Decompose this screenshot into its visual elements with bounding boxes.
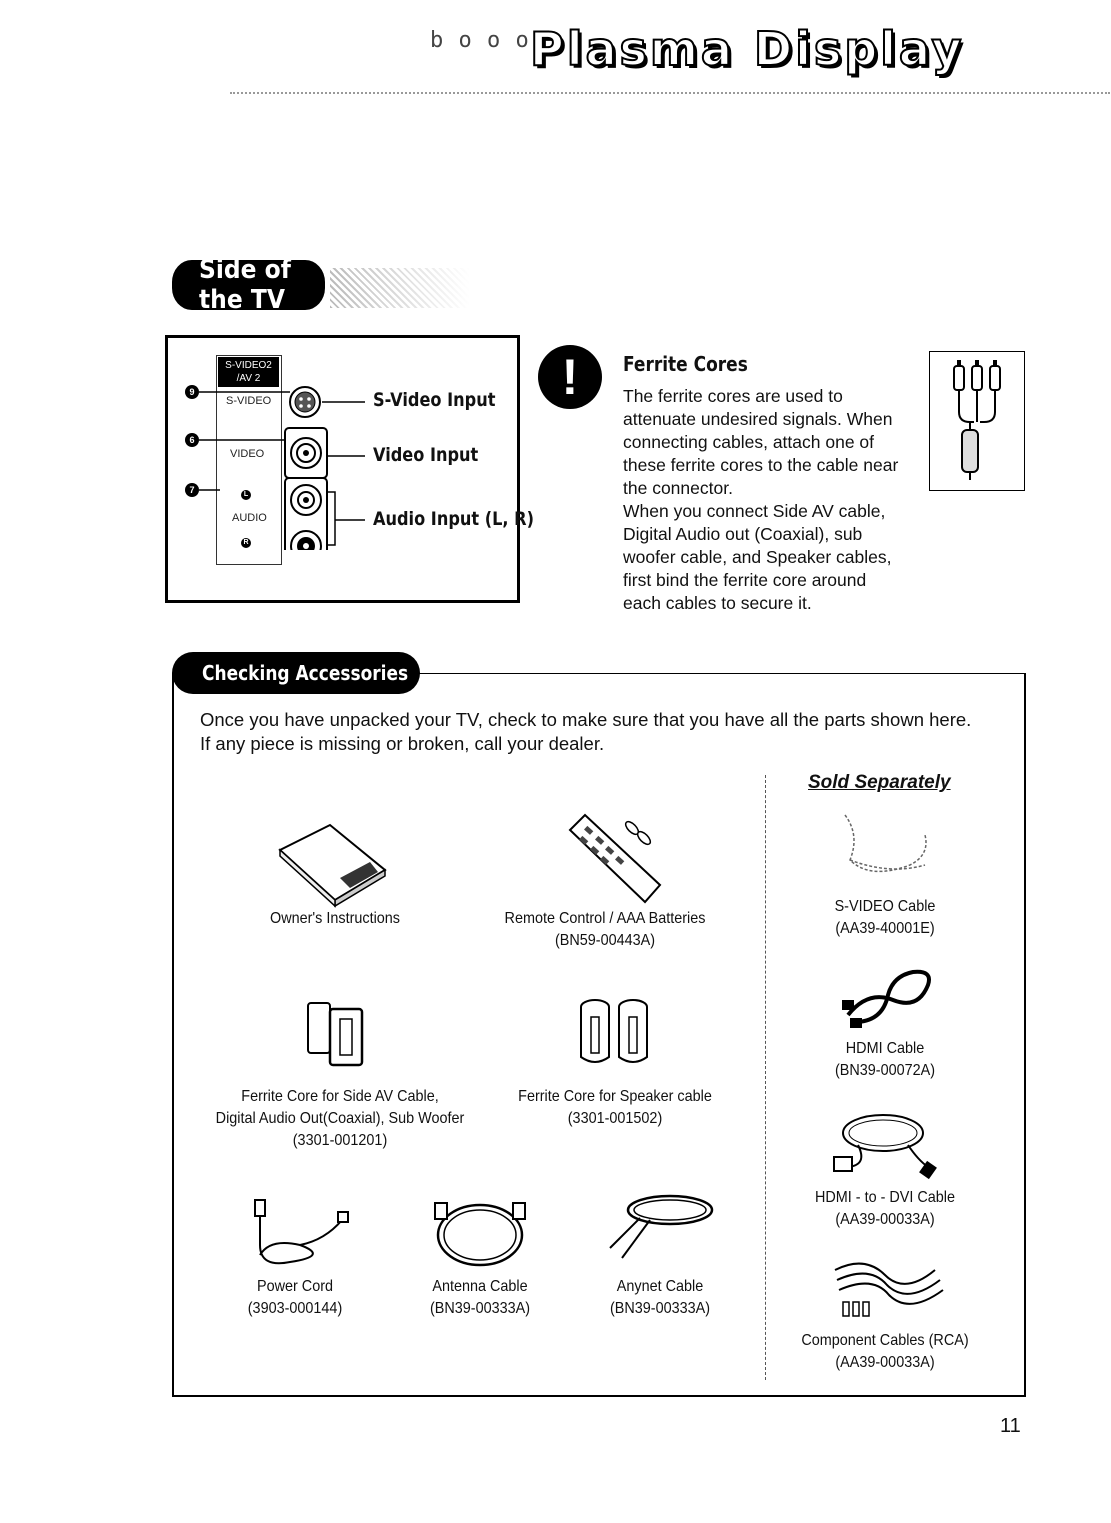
accessory-caption: HDMI Cable (BN39-00072A) xyxy=(834,1040,936,1079)
warning-icon: ! xyxy=(538,345,602,409)
accessory-caption: Power Cord (3903-000144) xyxy=(247,1278,343,1317)
sold-separately-divider xyxy=(765,775,766,1380)
accessory-caption: HDMI - to - DVI Cable (AA39-00033A) xyxy=(814,1189,956,1228)
accessory-caption: Component Cables (RCA) (AA39-00033A) xyxy=(801,1332,969,1371)
port-number-badge: 9 xyxy=(185,385,199,399)
port-number-badge: 7 xyxy=(185,483,199,497)
port-label-video-input: Video Input xyxy=(373,444,479,466)
accessory-caption: S-VIDEO Cable (AA39-40001E) xyxy=(834,898,936,937)
svideo2-av2-label: S-VIDEO2 /AV 2 xyxy=(218,357,279,387)
sold-separately-heading: Sold Separately xyxy=(808,772,951,793)
svideo-cable-icon xyxy=(830,805,940,885)
ferrite-core-figure xyxy=(929,351,1025,491)
accessory-caption: Remote Control / AAA Batteries (BN59-00443A) xyxy=(504,910,706,949)
accessory-caption: Antenna Cable (BN39-00333A) xyxy=(429,1278,531,1317)
audio-l-marker: L xyxy=(241,490,251,500)
section-title-checking-accessories: Checking Accessories xyxy=(172,652,420,694)
header-decoration: b o o o xyxy=(430,28,530,53)
accessory-caption: Anynet Cable (BN39-00333A) xyxy=(609,1278,711,1317)
accessories-intro: Once you have unpacked your TV, check to make sure that you have all the parts shown here. If any piece is missing or broken, call your dealer. xyxy=(200,709,972,754)
ferrite-cores-text: The ferrite cores are used to attenuate undesired signals. When connecting cables, attach one of these ferrite cores to the cable near the connector. When you connect Side AV cable, Digital Audio out (Coaxial), sub woofer cable, and Speaker cables, first bind the ferrite core around each cables to secure it. xyxy=(623,386,899,613)
port-label-audio-input: Audio Input (L, R) xyxy=(373,508,534,530)
rca-cable-ferrite-icon xyxy=(930,352,1024,490)
hdmi-cable-icon xyxy=(838,960,948,1035)
page-number: 11 xyxy=(1000,1415,1021,1437)
accessory-caption: Ferrite Core for Speaker cable (3301-001502) xyxy=(518,1088,712,1127)
remote-control-icon xyxy=(560,810,670,910)
accessory-caption: Ferrite Core for Side AV Cable, Digital Audio Out(Coaxial), Sub Woofer (3301-001201) xyxy=(215,1088,465,1149)
port-number-badge: 6 xyxy=(185,433,199,447)
video-small-label: VIDEO xyxy=(230,448,265,460)
antenna-cable-icon xyxy=(425,1195,535,1275)
component-cables-icon xyxy=(825,1250,955,1325)
anynet-cable-icon xyxy=(600,1188,720,1268)
audio-r-marker: R xyxy=(241,538,251,548)
ferrite-cores-title: Ferrite Cores xyxy=(623,352,748,376)
section-title-side-of-tv: Side of the TV xyxy=(172,260,325,310)
ferrite-core-icon xyxy=(300,995,370,1070)
power-cord-icon xyxy=(230,1190,360,1275)
manual-book-icon xyxy=(270,820,395,910)
accessory-caption: Owner's Instructions xyxy=(270,910,400,927)
page-header-title: Plasma Display xyxy=(530,22,965,76)
header-rule xyxy=(230,92,1110,94)
port-label-svideo-input: S-Video Input xyxy=(373,389,496,411)
ferrite-core-speaker-icon xyxy=(575,995,655,1070)
svideo-small-label: S-VIDEO xyxy=(226,395,272,407)
audio-small-label: AUDIO xyxy=(232,512,267,524)
hdmi-dvi-cable-icon xyxy=(828,1105,943,1185)
section-title-texture xyxy=(330,268,470,308)
